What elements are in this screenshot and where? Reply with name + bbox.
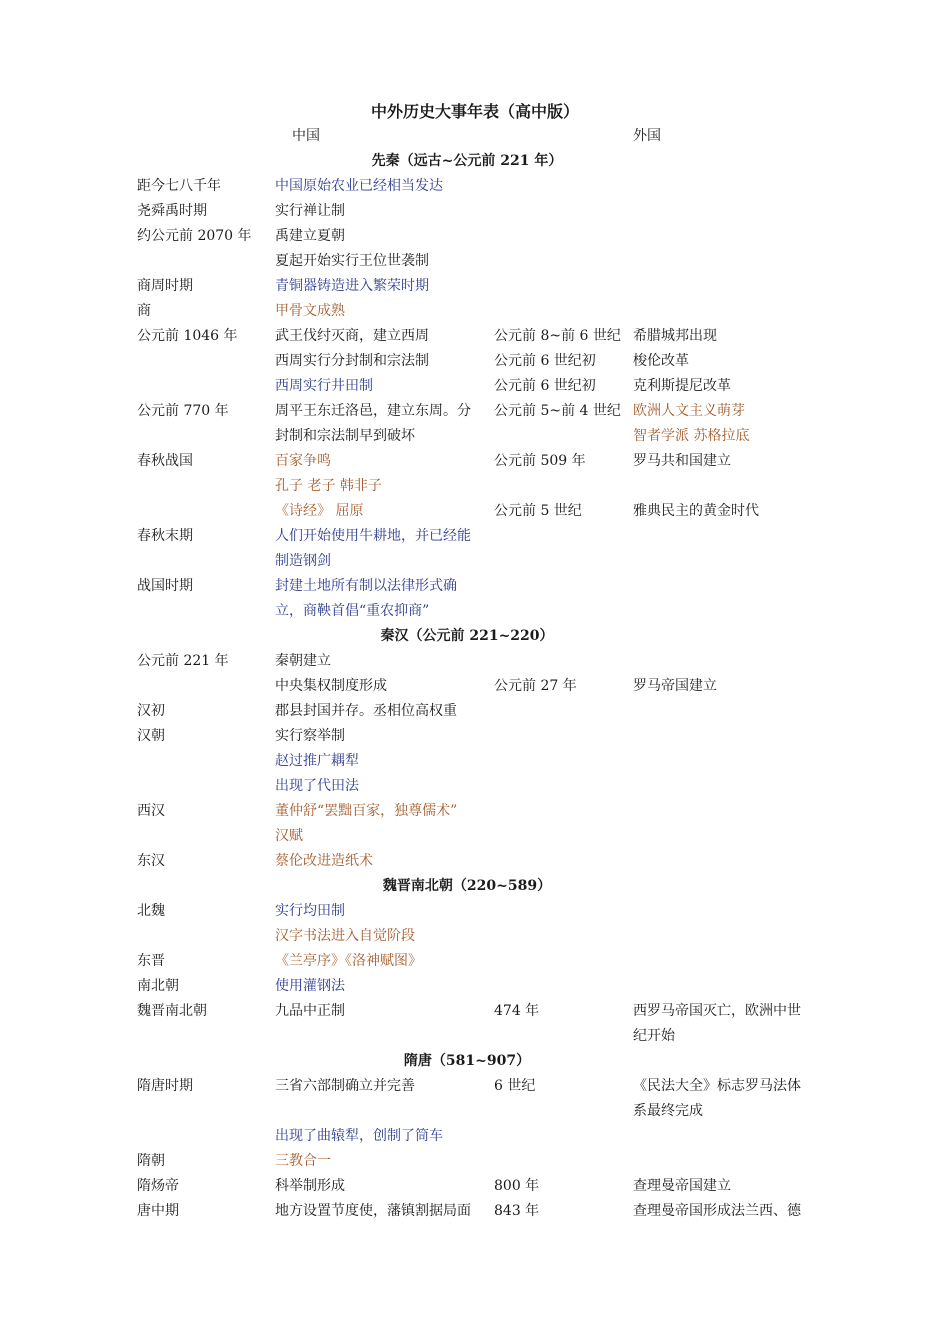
china-event-cell: 地方设置节度使，藩镇割据局面 [275,1203,471,1219]
timeline-row [137,999,827,1024]
china-date-cell: 隋唐时期 [137,1078,193,1094]
china-date-cell: 战国时期 [137,578,193,594]
china-event-cell: 《诗经》 屈原 [275,503,364,519]
foreign-event-cell: 罗马共和国建立 [633,453,731,469]
timeline-row [137,724,827,749]
timeline-row [137,749,827,774]
timeline-row [137,1124,827,1149]
foreign-date-cell: 公元前 5~前 4 世纪 [494,403,621,419]
timeline-row [137,774,827,799]
china-date-cell: 商 [137,303,151,319]
section-heading-text: 隋唐（581~907） [403,1053,531,1069]
china-event-cell: 夏起开始实行王位世袭制 [275,253,429,269]
foreign-event-cell: 查理曼帝国建立 [633,1178,731,1194]
timeline-row [137,974,827,999]
column-header-china: 中国 [292,128,320,144]
china-event-cell: 实行禅让制 [275,203,345,219]
foreign-event-cell: 罗马帝国建立 [633,678,717,694]
china-event-cell: 封建土地所有制以法律形式确 [275,578,457,594]
document-title: 中外历史大事年表（高中版） [370,102,579,121]
foreign-event-cell: 《民法大全》标志罗马法体 [633,1078,801,1094]
china-event-cell: 三省六部制确立并完善 [275,1078,415,1094]
china-event-cell: 赵过推广耦犁 [275,753,359,769]
timeline-row [137,274,827,299]
timeline-row [137,799,827,824]
foreign-date-cell: 公元前 27 年 [494,678,577,694]
china-event-cell: 禹建立夏朝 [275,228,345,244]
china-event-cell: 中央集权制度形成 [275,678,387,694]
timeline-row [137,1149,827,1174]
timeline-row [137,699,827,724]
timeline-row [137,1174,827,1199]
china-event-cell: 出现了代田法 [275,778,359,794]
foreign-date-cell: 公元前 5 世纪 [494,503,582,519]
china-date-cell: 南北朝 [137,978,179,994]
china-event-cell: 秦朝建立 [275,653,331,669]
timeline-row [137,174,827,199]
timeline-row [137,1024,827,1049]
china-date-cell: 公元前 1046 年 [137,328,238,344]
china-date-cell: 春秋末期 [137,528,193,544]
timeline-row [137,1199,827,1224]
timeline-row [137,449,827,474]
foreign-date-cell: 公元前 8~前 6 世纪 [494,328,621,344]
timeline-row [137,824,827,849]
china-event-cell: 《兰亭序》《洛神赋图》 [275,953,422,969]
china-event-cell: 实行均田制 [275,903,345,919]
foreign-date-cell: 公元前 6 世纪初 [494,353,596,369]
timeline-row [137,1099,827,1124]
timeline-row [137,399,827,424]
foreign-event-cell: 西罗马帝国灭亡，欧洲中世 [633,1003,801,1019]
china-date-cell: 汉初 [137,703,165,719]
china-date-cell: 东汉 [137,853,165,869]
foreign-date-cell: 6 世纪 [494,1078,536,1094]
section-heading [137,624,797,649]
foreign-event-cell: 希腊城邦出现 [633,328,717,344]
timeline-row [137,374,827,399]
china-date-cell: 公元前 770 年 [137,403,229,419]
china-date-cell: 约公元前 2070 年 [137,228,252,244]
section-heading [137,874,797,899]
china-date-cell: 尧舜禹时期 [137,203,207,219]
china-event-cell: 科举制形成 [275,1178,345,1194]
china-event-cell: 蔡伦改进造纸术 [275,853,373,869]
timeline-row [137,574,827,599]
timeline-row [137,1074,827,1099]
china-event-cell: 西周实行分封制和宗法制 [275,353,429,369]
section-heading-text: 秦汉（公元前 221~220） [380,628,554,644]
timeline-row [137,249,827,274]
china-event-cell: 制造钢剑 [275,553,331,569]
china-event-cell: 孔子 老子 韩非子 [275,478,382,494]
china-event-cell: 郡县封国并存。丞相位高权重 [275,703,457,719]
foreign-event-cell: 雅典民主的黄金时代 [633,503,759,519]
china-date-cell: 隋炀帝 [137,1178,179,1194]
timeline-row [137,524,827,549]
china-date-cell: 东晋 [137,953,165,969]
timeline-row [137,474,827,499]
section-heading [137,149,797,174]
foreign-event-cell: 纪开始 [633,1028,675,1044]
foreign-event-cell: 克利斯提尼改革 [633,378,731,394]
china-event-cell: 青铜器铸造进入繁荣时期 [275,278,429,294]
china-event-cell: 三教合一 [275,1153,331,1169]
china-date-cell: 商周时期 [137,278,193,294]
foreign-date-cell: 公元前 6 世纪初 [494,378,596,394]
timeline-row [137,324,827,349]
section-heading-text: 魏晋南北朝（220~589） [382,878,552,894]
foreign-event-cell: 系最终完成 [633,1103,703,1119]
foreign-date-cell: 843 年 [494,1203,540,1219]
china-date-cell: 距今七八千年 [137,178,221,194]
foreign-date-cell: 474 年 [494,1003,540,1019]
china-event-cell: 实行察举制 [275,728,345,744]
china-event-cell: 董仲舒“罢黜百家，独尊儒术” [275,803,458,819]
timeline-row [137,349,827,374]
timeline-row [137,599,827,624]
china-date-cell: 隋朝 [137,1153,165,1169]
china-event-cell: 百家争鸣 [275,453,331,469]
foreign-date-cell: 800 年 [494,1178,540,1194]
section-heading-text: 先秦（远古~公元前 221 年） [371,153,563,169]
timeline-row [137,649,827,674]
china-date-cell: 北魏 [137,903,165,919]
timeline-row [137,499,827,524]
timeline-row [137,549,827,574]
china-event-cell: 封制和宗法制早到破坏 [275,428,415,444]
foreign-event-cell: 欧洲人文主义萌芽 [633,403,745,419]
foreign-event-cell: 查理曼帝国形成法兰西、德 [633,1203,801,1219]
timeline-row [137,224,827,249]
china-date-cell: 魏晋南北朝 [137,1003,207,1019]
timeline-row [137,299,827,324]
china-date-cell: 公元前 221 年 [137,653,229,669]
china-event-cell: 汉字书法进入自觉阶段 [275,928,415,944]
column-header-foreign: 外国 [633,128,661,144]
china-event-cell: 人们开始使用牛耕地，并已经能 [275,528,471,544]
china-date-cell: 汉朝 [137,728,165,744]
china-event-cell: 九品中正制 [275,1003,345,1019]
china-date-cell: 春秋战国 [137,453,193,469]
foreign-event-cell: 梭伦改革 [633,353,689,369]
timeline-row [137,424,827,449]
foreign-event-cell: 智者学派 苏格拉底 [633,428,750,444]
china-date-cell: 西汉 [137,803,165,819]
timeline-row [137,199,827,224]
timeline-table [137,149,827,1224]
china-event-cell: 使用灌钢法 [275,978,345,994]
timeline-row [137,899,827,924]
china-event-cell: 出现了曲辕犁，创制了筒车 [275,1128,443,1144]
china-event-cell: 周平王东迁洛邑，建立东周。分 [275,403,471,419]
timeline-row [137,924,827,949]
timeline-row [137,674,827,699]
foreign-date-cell: 公元前 509 年 [494,453,586,469]
china-event-cell: 立，商鞅首倡“重农抑商” [275,603,430,619]
section-heading [137,1049,797,1074]
china-event-cell: 中国原始农业已经相当发达 [275,178,443,194]
china-event-cell: 汉赋 [275,828,303,844]
china-event-cell: 武王伐纣灭商，建立西周 [275,328,429,344]
china-event-cell: 甲骨文成熟 [275,303,345,319]
timeline-row [137,949,827,974]
china-event-cell: 西周实行井田制 [275,378,373,394]
china-date-cell: 唐中期 [137,1203,179,1219]
timeline-row [137,849,827,874]
